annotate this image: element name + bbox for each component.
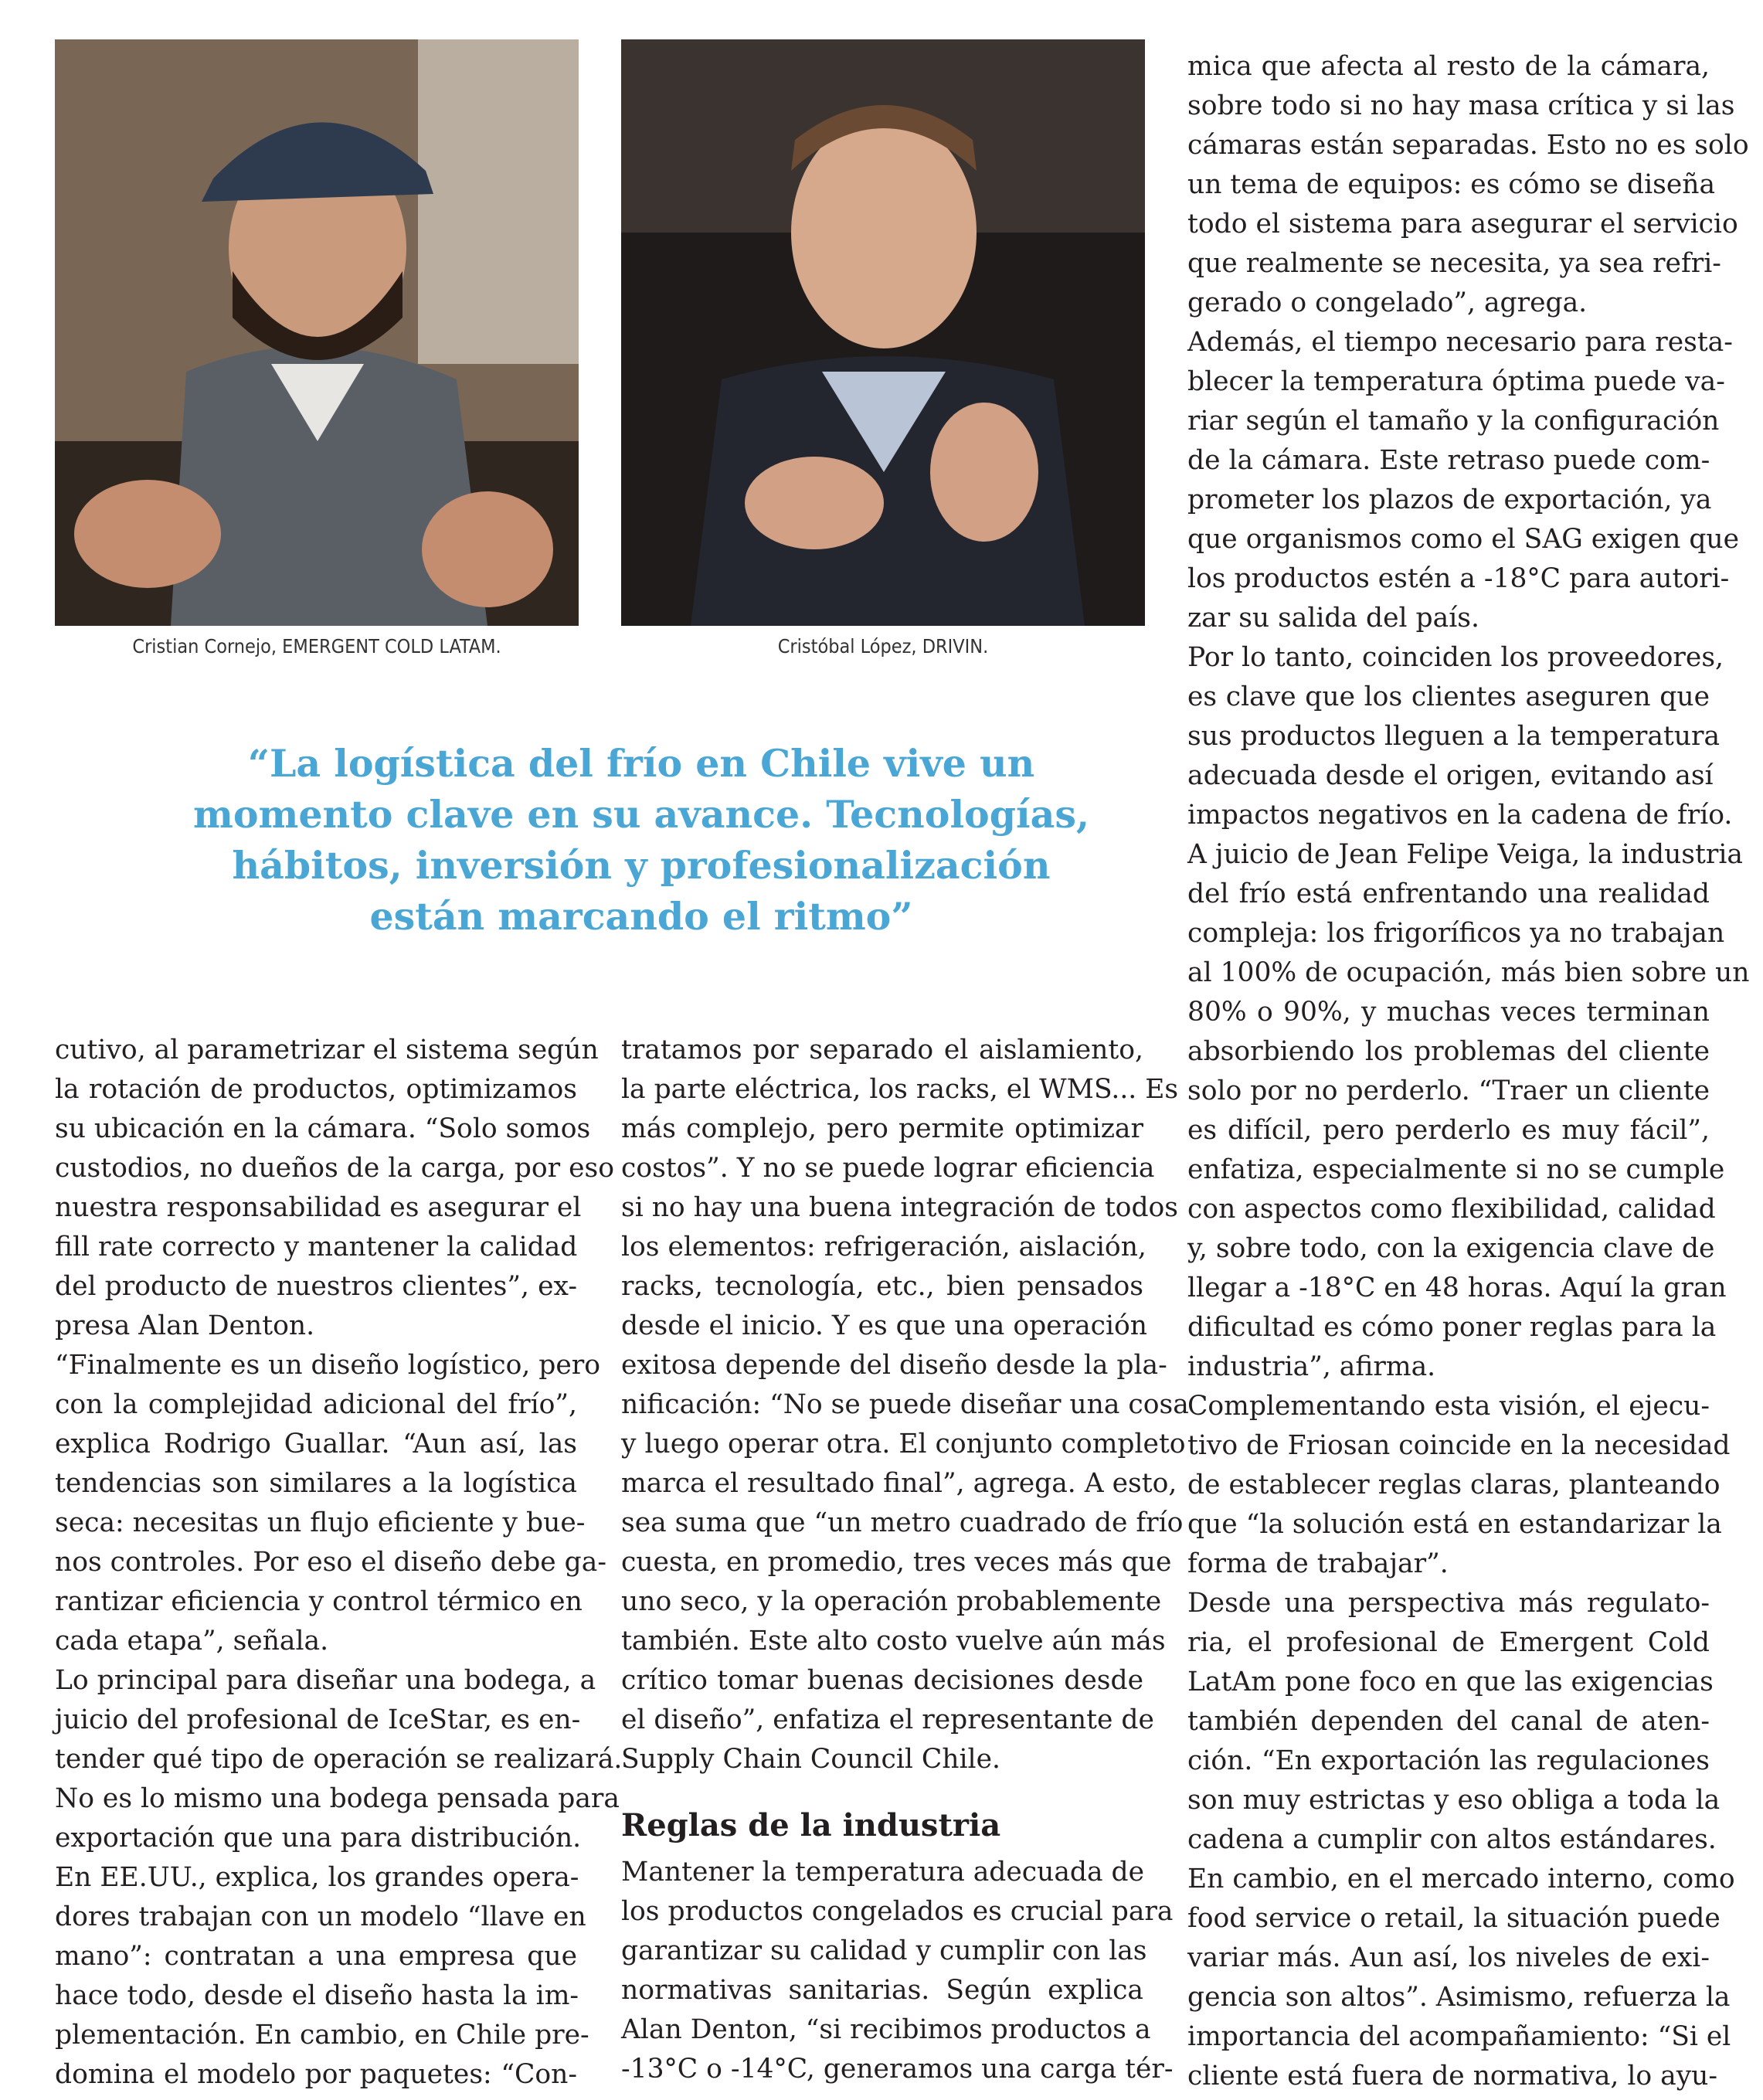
body-text-line: A juicio de Jean Felipe Veiga, la industria (1187, 839, 1743, 870)
body-text-line: marca el resultado final”, agrega. A esto, (621, 1468, 1177, 1499)
body-text-line: “Finalmente es un diseño logístico, pero (55, 1350, 601, 1381)
body-text-line: Complementando esta visión, el ejecu- (1187, 1391, 1710, 1422)
body-text-line: al 100% de ocupación, más bien sobre un (1187, 957, 1750, 988)
body-text-line: En cambio, en el mercado interno, como (1187, 1864, 1735, 1894)
pull-quote-line: hábitos, inversión y profesionalización (232, 843, 1051, 888)
body-text-line: ción. “En exportación las regulaciones (1187, 1745, 1710, 1776)
body-text-line: gerado o congelado”, agrega. (1187, 287, 1588, 318)
portrait-illustration (55, 39, 579, 626)
body-text-line: que organismos como el SAG exigen que (1187, 524, 1740, 555)
body-text-line: absorbiendo los problemas del cliente (1187, 1036, 1710, 1067)
body-text-line: con aspectos como flexibilidad, calidad (1187, 1194, 1716, 1225)
body-text-line: mica que afecta al resto de la cámara, (1187, 51, 1710, 82)
body-text-line: sus productos lleguen a la temperatura (1187, 721, 1721, 752)
body-text-line: también dependen del canal de aten- (1187, 1706, 1710, 1737)
body-text-line: de la cámara. Este retraso puede com- (1187, 445, 1710, 476)
body-text-line: desde el inicio. Y es que una operación (621, 1310, 1148, 1341)
body-text-line: nos controles. Por eso el diseño debe ga- (55, 1547, 606, 1578)
body-text-line: riar según el tamaño y la configuración (1187, 406, 1720, 437)
body-text-line: es difícil, pero perderlo es muy fácil”, (1187, 1115, 1710, 1146)
body-text-line: -13°C o -14°C, generamos una carga tér- (621, 2054, 1174, 2085)
photo-cristian-cornejo (55, 39, 579, 626)
body-text-line: dores trabajan con un modelo “llave en (55, 1901, 586, 1932)
body-text-line: también. Este alto costo vuelve aún más (621, 1626, 1166, 1657)
body-text-line: de establecer reglas claras, planteando (1187, 1470, 1721, 1500)
body-text-line: y, sobre todo, con la exigencia clave de (1187, 1233, 1715, 1264)
body-text-line: zar su salida del país. (1187, 603, 1479, 634)
body-text-line: exportación que una para distribución. (55, 1823, 582, 1854)
text-column-2-continued (621, 1853, 1174, 2089)
body-text-line: normativas sanitarias. Según explica (621, 1975, 1143, 2006)
body-text-line: gencia son altos”. Asimismo, refuerza la (1187, 1982, 1731, 2013)
body-text-line: nuestra responsabilidad es asegurar el (55, 1192, 582, 1223)
body-text-line: 80% o 90%, y muchas veces terminan (1187, 997, 1710, 1028)
body-text-line: En EE.UU., explica, los grandes opera- (55, 1862, 579, 1893)
body-text-line: que “la solución está en estandarizar la (1187, 1509, 1722, 1540)
pull-quote-line: momento clave en su avance. Tecnologías, (192, 792, 1090, 837)
body-text-line: industria”, afirma. (1187, 1351, 1436, 1382)
body-text-line: los productos congelados es crucial para (621, 1896, 1174, 1927)
body-text-line: llegar a -18°C en 48 horas. Aquí la gran (1187, 1273, 1727, 1303)
body-text-line: rantizar eficiencia y control térmico en (55, 1586, 583, 1617)
body-text-line: Lo principal para diseñar una bodega, a (55, 1665, 596, 1696)
body-text-line: Además, el tiempo necesario para resta- (1187, 327, 1733, 358)
body-text-line: fill rate correcto y mantener la calidad (55, 1232, 578, 1262)
body-text-line: si no hay una buena integración de todos (621, 1192, 1179, 1223)
body-text-line: cutivo, al parametrizar el sistema según (55, 1035, 599, 1065)
body-text-line: nificación: “No se puede diseñar una cosa (621, 1389, 1189, 1420)
body-text-line: cadena a cumplir con altos estándares. (1187, 1824, 1717, 1855)
body-text-line: crítico tomar buenas decisiones desde (621, 1665, 1143, 1696)
body-text-line: racks, tecnología, etc., bien pensados (621, 1271, 1143, 1302)
body-text-line: adecuada desde el origen, evitando así (1187, 760, 1714, 791)
body-text-line: un tema de equipos: es cómo se diseña (1187, 169, 1716, 200)
body-text-line: garantizar su calidad y cumplir con las (621, 1935, 1147, 1966)
body-text-line: del frío está enfrentando una realidad (1187, 878, 1710, 909)
body-text-line: y luego operar otra. El conjunto completo (621, 1429, 1186, 1459)
body-text-line: Alan Denton, “si recibimos productos a (621, 2014, 1151, 2045)
body-text-line: explica Rodrigo Guallar. “Aun así, las (55, 1429, 577, 1459)
body-text-line: Por lo tanto, coinciden los proveedores, (1187, 642, 1724, 673)
body-text-line: compleja: los frigoríficos ya no trabajan (1187, 918, 1725, 949)
body-text-line: juicio del profesional de IceStar, es en- (55, 1704, 581, 1735)
body-text-line: ria, el profesional de Emergent Cold (1187, 1627, 1710, 1658)
body-text-line: su ubicación en la cámara. “Solo somos (55, 1113, 591, 1144)
body-text-line: todo el sistema para asegurar el servicio (1187, 209, 1738, 240)
body-text-line: mano”: contratan a una empresa que (55, 1941, 577, 1972)
body-text-line: cámaras están separadas. Esto no es solo (1187, 130, 1749, 161)
body-text-line: son muy estrictas y eso obliga a toda la (1187, 1785, 1721, 1816)
body-text-line: que realmente se necesita, ya sea refri- (1187, 248, 1721, 279)
body-text-line: el diseño”, enfatiza el representante de (621, 1704, 1154, 1735)
body-text-line: del producto de nuestros clientes”, ex- (55, 1271, 577, 1302)
body-text-line: dificultad es cómo poner reglas para la (1187, 1312, 1717, 1343)
body-text-line: la rotación de productos, optimizamos (55, 1074, 577, 1105)
body-text-line: prometer los plazos de exportación, ya (1187, 484, 1712, 515)
body-text-line: Desde una perspectiva más regulato- (1187, 1588, 1710, 1619)
body-text-line: es clave que los clientes aseguren que (1187, 681, 1710, 712)
pull-quote-line: están marcando el ritmo” (369, 894, 913, 939)
body-text-line: domina el modelo por paquetes: “Con- (55, 2059, 577, 2090)
body-text-line: seca: necesitas un flujo eficiente y bue- (55, 1507, 586, 1538)
body-text-line: Mantener la temperatura adecuada de (621, 1857, 1145, 1888)
body-text-line: sobre todo si no hay masa crítica y si las (1187, 90, 1735, 121)
body-text-line: hace todo, desde el diseño hasta la im- (55, 1980, 579, 2011)
body-text-line: cuesta, en promedio, tres veces más que (621, 1547, 1172, 1578)
body-text-line: sea suma que “un metro cuadrado de frío (621, 1507, 1184, 1538)
body-text-line: los elementos: refrigeración, aislación, (621, 1232, 1146, 1262)
body-text-line: tratamos por separado el aislamiento, (621, 1035, 1143, 1065)
body-text-line: importancia del acompañamiento: “Si el (1187, 2021, 1731, 2052)
pull-quote-line: “La logística del frío en Chile vive un (247, 741, 1035, 786)
body-text-line: presa Alan Denton. (55, 1310, 315, 1341)
body-text-line: plementación. En cambio, en Chile pre- (55, 2020, 589, 2051)
body-text-line: LatAm pone foco en que las exigencias (1187, 1667, 1714, 1697)
body-text-line: cliente está fuera de normativa, lo ayu- (1187, 2061, 1718, 2092)
body-text-line: blecer la temperatura óptima puede va- (1187, 366, 1725, 397)
body-text-line: más complejo, pero permite optimizar (621, 1113, 1143, 1144)
photo-cristobal-lopez (621, 39, 1145, 626)
body-text-line: enfatiza, especialmente si no se cumple (1187, 1154, 1725, 1185)
text-column-2 (621, 1031, 1189, 1779)
body-text-line: costos”. Y no se puede lograr eficiencia (621, 1153, 1155, 1184)
body-text-line: los productos estén a -18°C para autori- (1187, 563, 1730, 594)
portrait-illustration (621, 39, 1145, 626)
body-text-line: tendencias son similares a la logística (55, 1468, 577, 1499)
body-text-line: Supply Chain Council Chile. (621, 1744, 1000, 1775)
body-text-line: No es lo mismo una bodega pensada para (55, 1783, 620, 1814)
body-text-line: solo por no perderlo. “Traer un cliente (1187, 1075, 1710, 1106)
body-text-line: variar más. Aun así, los niveles de exi- (1187, 1942, 1710, 1973)
body-text-line: forma de trabajar”. (1187, 1548, 1449, 1579)
body-text-line: food service o retail, la situación puede (1187, 1903, 1721, 1934)
body-text-line: con la complejidad adicional del frío”, (55, 1389, 577, 1420)
body-text-line: uno seco, y la operación probablemente (621, 1586, 1162, 1617)
body-text-line: cada etapa”, señala. (55, 1626, 329, 1657)
body-text-line: tender qué tipo de operación se realizará. (55, 1744, 623, 1775)
text-column-3 (1187, 47, 1750, 2096)
pull-quote (124, 738, 1159, 942)
body-text-line: impactos negativos en la cadena de frío. (1187, 800, 1733, 831)
photo-caption-2: Cristóbal López, DRIVIN. (777, 635, 989, 658)
body-text-line: tivo de Friosan coincide en la necesidad (1187, 1430, 1731, 1461)
body-text-line: custodios, no dueños de la carga, por eso (55, 1153, 614, 1184)
body-text-line: la parte eléctrica, los racks, el WMS... Es (621, 1074, 1179, 1105)
body-text-line: exitosa depende del diseño desde la pla- (621, 1350, 1167, 1381)
text-column-1 (55, 1031, 623, 2095)
section-heading: Reglas de la industria (621, 1807, 1001, 1843)
photo-caption-1: Cristian Cornejo, EMERGENT COLD LATAM. (132, 635, 501, 658)
